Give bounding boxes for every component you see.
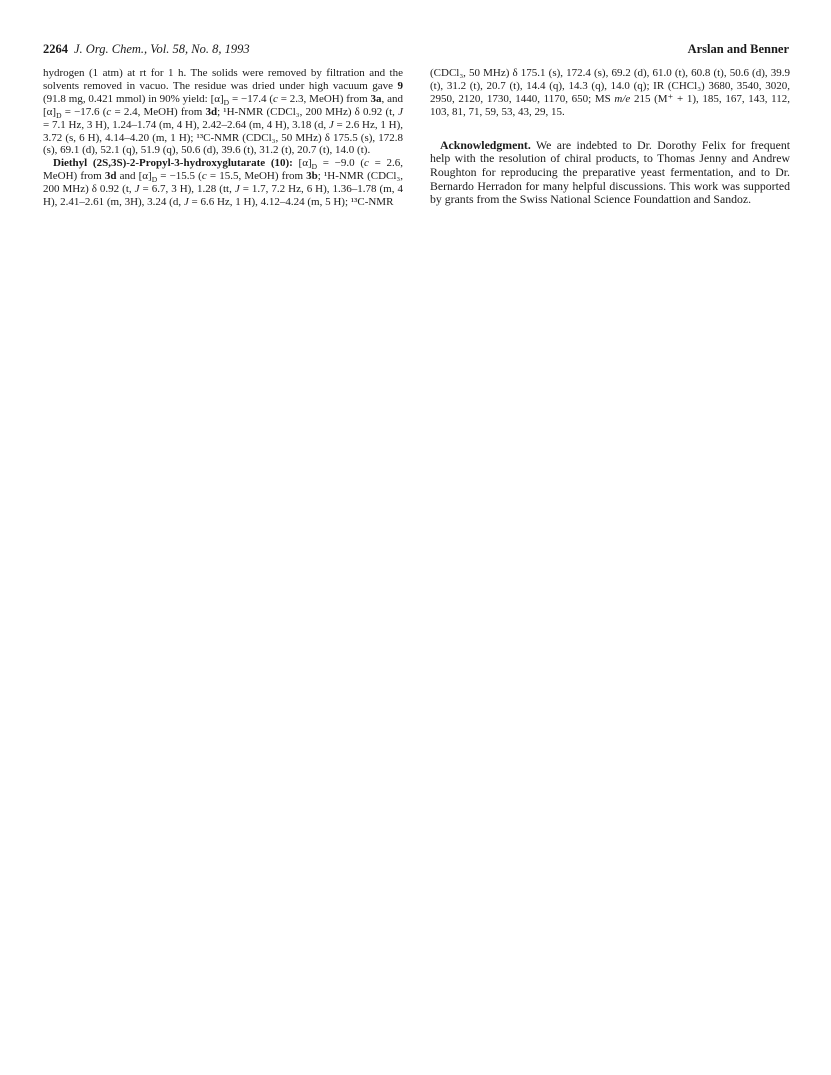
- compound-label: 3b: [306, 170, 318, 183]
- paragraph-compound-10: Diethyl (2S,3S)-2-Propyl-3-hydroxyglutarate (10): $[\alpha]_D = -9.0$ (c = 2.6, MeOH) from 3d and $[\alpha]_D = -15.5$ (c = 15.5, MeOH) from 3b; ¹H-NMR (CDCl₃, 200 MHz) δ 0.92 (t, J = 6.7, 3 H), 1.28 (tt, J = 1.7, 7.2 Hz, 6 H), 1.36–1.78 (m, 4 H), 2.41–2.61 (m, 3H), 3.24 (d, J = 6.6 Hz, 1 H), 4.12–4.24 (m, 5 H); ¹³C-NMR: [43, 157, 403, 209]
- paragraph-compound-10-continued: (CDCl₃, 50 MHz) δ 175.1 (s), 172.4 (s), 69.2 (d), 61.0 (t), 60.8 (t), 50.6 (d), 39.9 (t), 31.2 (t), 20.7 (t), 14.4 (q), 14.3 (q), 14.0 (q); IR (CHCl₃) 3680, 3540, 3020, 2950, 2120, 1730, 1440, 1170, 650; MS m/e 215 (M⁺ + 1), 185, 167, 143, 112, 103, 81, 71, 59, 53, 43, 29, 15.: [430, 67, 790, 118]
- journal-citation: J. Org. Chem., Vol. 58, No. 8, 1993: [74, 42, 250, 56]
- left-column: [43, 67, 403, 209]
- running-head-authors: Arslan and Benner: [687, 42, 789, 56]
- compound-label: 3d: [205, 105, 218, 118]
- compound-heading: Diethyl (2S,3S)-2-Propyl-3-hydroxyglutarate (10):: [53, 157, 293, 170]
- compound-label: 3d: [104, 170, 117, 183]
- acknowledgment-paragraph: [430, 139, 790, 208]
- page-number: 2264: [43, 42, 68, 56]
- right-column: [430, 67, 790, 207]
- acknowledgment-heading: Acknowledgment.: [440, 137, 531, 152]
- acknowledgment-text: We are indebted to Dr. Dorothy Felix for frequent help with the resolution of chiral products, to Thomas Jenny and Andrew Roughton for reproducing the preparative yeast fermentation, and to Dr. Bernardo Herradon for many helpful discussions. This work was supported by grants from the Swiss National Science Foundattion and Sandoz.: [430, 137, 790, 207]
- compound-label: 9: [397, 79, 403, 92]
- page-header: [43, 42, 789, 60]
- compound-label: 3a: [370, 92, 382, 105]
- paragraph-compound-9: hydrogen (1 atm) at rt for 1 h. The solids were removed by filtration and the solvents removed in vacuo. The residue was dried under high vacuum gave 9 (91.8 mg, 0.421 mmol) in 90% yield: $[\alpha]_D = -17.4$ (c = 2.3, MeOH) from 3a, and $[\alpha]_D = -17.6$ (c = 2.4, MeOH) from 3d; ¹H-NMR (CDCl₃, 200 MHz) δ 0.92 (t, J = 7.1 Hz, 3 H), 1.24–1.74 (m, 4 H), 2.42–2.64 (m, 4 H), 3.18 (d, J = 2.6 Hz, 1 H), 3.72 (s, 6 H), 4.14–4.20 (m, 1 H); ¹³C-NMR (CDCl₃, 50 MHz) δ 175.5 (s), 172.8 (s), 69.1 (d), 52.1 (q), 51.9 (q), 50.6 (d), 39.6 (t), 31.2 (t), 20.7 (t), 14.0 (t).: [43, 67, 404, 157]
